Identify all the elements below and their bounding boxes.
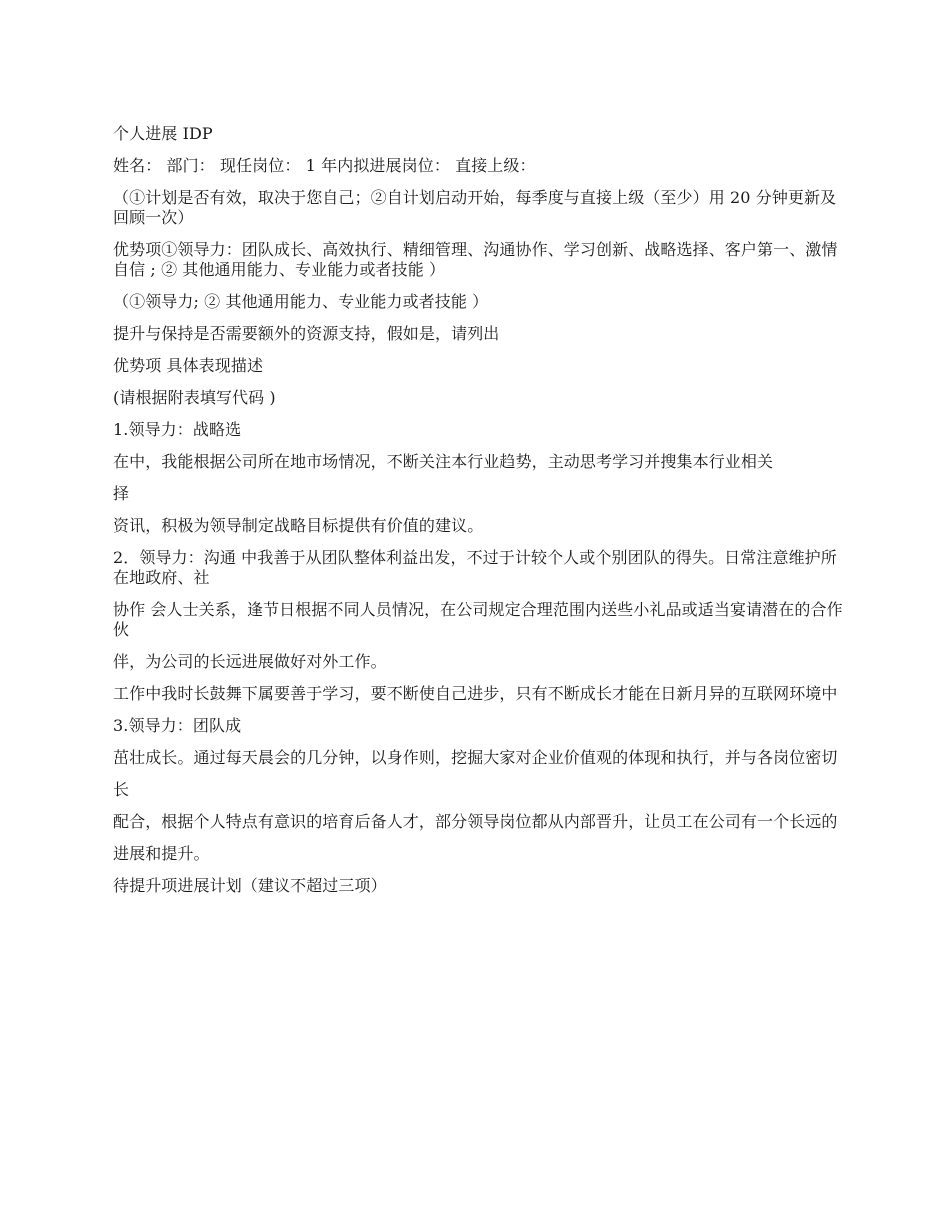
strengths-definition: 优势项①领导力：团队成长、高效执行、精细管理、沟通协作、学习创新、战略选择、客户第一、激情自信 ; ② 其他通用能力、专业能力或者技能 ）	[113, 240, 838, 279]
strengths-table-header: 优势项 具体表现描述	[113, 356, 264, 375]
document-body	[113, 124, 843, 908]
strength-3-text-a: 工作中我时长鼓舞下属要善于学习，要不断使自己进步，只有不断成长才能在日新月异的互联网环境中	[113, 684, 838, 703]
strength-1-text-a: 在中，我能根据公司所在地市场情况，不断关注本行业趋势，主动思考学习并搜集本行业相关	[113, 452, 774, 471]
resource-support-question: 提升与保持是否需要额外的资源支持，假如是，请列出	[113, 324, 500, 343]
document-title: 个人进展 IDP	[113, 124, 213, 143]
improvement-plan-heading: 待提升项进展计划（建议不超过三项）	[113, 876, 387, 895]
strength-1-text-b: 资讯，积极为领导制定战略目标提供有价值的建议。	[113, 516, 484, 535]
strength-1-label-cont: 择	[113, 484, 130, 503]
strength-3-label: 3.领导力：团队成	[113, 716, 242, 735]
header-fields: 姓名： 部门： 现任岗位： 1 年内拟进展岗位： 直接上级：	[113, 156, 536, 175]
strength-3-label-cont: 长	[113, 780, 130, 799]
strength-1-label: 1.领导力：战略选	[113, 420, 242, 439]
strength-3-text-d: 进展和提升。	[113, 844, 210, 863]
strength-3-text-c: 配合，根据个人特点有意识的培育后备人才，部分领导岗位都从内部晋升，让员工在公司有一个长远的	[113, 812, 838, 831]
code-instruction: (请根据附表填写代码 )	[113, 388, 276, 407]
strength-2-text-b: 协作 会人士关系，逢节日根据不同人员情况，在公司规定合理范围内送些小礼品或适当宴请潜在的合作伙	[113, 600, 843, 639]
strength-2-text-c: 伴，为公司的长远进展做好对外工作。	[113, 652, 387, 671]
plan-note: （①计划是否有效，取决于您自己；②自计划启动开始，每季度与直接上级（至少）用 20 分钟更新及回顾一次）	[113, 188, 837, 227]
strengths-categories: （①领导力; ② 其他通用能力、专业能力或者技能 ）	[113, 292, 489, 311]
strength-2-text-a: 2．领导力：沟通 中我善于从团队整体利益出发，不过于计较个人或个别团队的得失。日常注意维护所在地政府、社	[113, 548, 837, 587]
strength-3-text-b: 茁壮成长。通过每天晨会的几分钟，以身作则，挖掘大家对企业价值观的体现和执行，并与各岗位密切	[113, 748, 838, 767]
